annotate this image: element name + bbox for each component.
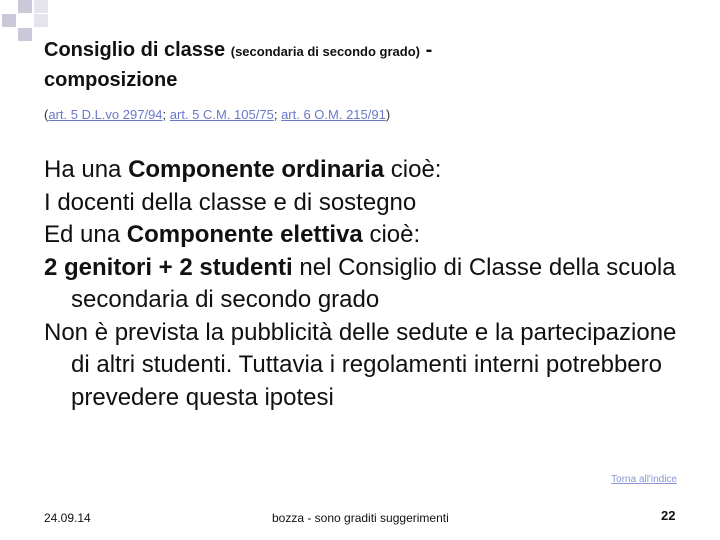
paragraph-teachers [44,187,694,220]
decor-square [34,14,48,27]
text: Non è prevista la pubblicità delle sedute e la partecipazione di altri studenti. Tuttavia i regolamenti interni potrebbero prevedere questa ipotesi [44,318,677,411]
text: nel Consiglio di Classe della scuola secondaria di secondo grado [71,253,676,313]
page-number: 22 [661,508,676,523]
ref-link-om[interactable]: art. 6 O.M. 215/91 [281,107,386,122]
refs-open: ( [44,107,49,122]
ref-link-dlvo[interactable]: art. 5 D.L.vo 297/94 [48,107,163,122]
text: cioè: [384,156,442,183]
ref-link-cm[interactable]: art. 5 C.M. 105/75 [169,107,274,122]
bold-text: 2 genitori + 2 studenti [44,253,293,281]
paragraph-publicity [44,317,694,415]
paragraph-ordinary [44,154,694,187]
legal-references [44,107,390,122]
slide-title [44,36,684,94]
footer-note: bozza - sono graditi suggerimenti [272,511,449,525]
refs-separator: ; [162,107,170,122]
text: cioè: [362,221,421,248]
decor-square [2,14,16,27]
back-to-index-link[interactable]: Torna all'indice [611,474,677,485]
title-subtitle: (secondaria di secondo grado) [230,44,420,59]
footer-date: 24.09.14 [44,511,91,525]
title-dash: - [425,39,433,61]
paragraph-parents-students [44,252,694,317]
text: I docenti della classe e di sostegno [44,188,417,216]
paragraph-elective [44,219,694,252]
title-line2: composizione [44,69,178,91]
text: Ha una [44,156,129,183]
refs-close: ) [385,107,391,122]
decor-square [18,0,32,13]
bold-text: Componente elettiva [126,221,363,248]
decor-square [34,0,48,13]
bold-text: Componente ordinaria [128,156,385,183]
text: Ed una [44,221,127,248]
decor-square [18,28,32,41]
refs-separator: ; [273,107,282,122]
slide-body [44,154,694,414]
title-main: Consiglio di classe [44,39,226,61]
